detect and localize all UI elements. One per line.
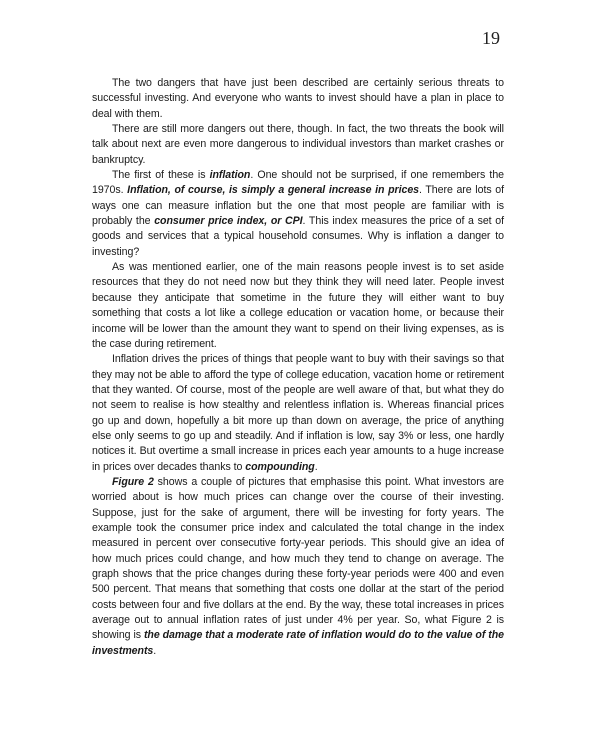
emphasis-text: inflation [209, 169, 251, 182]
paragraph-text: As was mentioned earlier, one of the main reasons people invest is to set aside resources that they do not need now but they think they will need later. People invest because they anticipate that sometime in the future they will either want to buy something that costs a lot like a college education or vacation home, or because their income will be lower than the amount they want to spend on their living expenses, as is the case during retirement. [92, 261, 504, 350]
paragraph-text: shows a couple of pictures that emphasise this point. What investors are worried about is how much prices can change over the course of their investing. Suppose, just for the sake of argument, there will be investing for forty years. The example took the consumer price index and calculated the total change in the index measured in percent over consecutive forty-year periods. This should give an idea of how much prices could change, and how much they tend to change on average. The graph shows that the price changes during these forty-year periods were 400 and even 500 percent. That means that something that costs one dollar at the start of the period costs between four and five dollars at the end. By the way, these total increases in prices average out to annual inflation rates of just under 4% per year. So, what Figure 2 is showing is [92, 475, 505, 642]
emphasis-text: the damage that a moderate rate of inflation would do to the value of the investments [92, 629, 504, 657]
emphasis-text: Figure 2 [112, 475, 154, 488]
emphasis-text: consumer price index, or CPI [154, 215, 303, 228]
paragraph-text: There are still more dangers out there, though. In fact, the two threats the book will talk about next are even more dangerous to individual investors than market crashes or bankruptcy. [92, 123, 504, 166]
paragraph [92, 76, 504, 122]
body-text [92, 76, 504, 659]
emphasis-text: compounding [245, 460, 315, 473]
page-number: 19 [482, 28, 500, 48]
paragraph [92, 122, 504, 168]
paragraph-text: Inflation drives the prices of things that people want to buy with their savings so that they may not be able to afford the type of college education, vacation home or retirement that they wanted. Of course, most of the people are well aware of that, but what they do not seem to realise is how stealthy and relentless inflation is. Whereas financial prices go up and down, hopefully a bit more up than down on average, the price of anything else only seems to go up and steadily. And if inflation is low, say 3% or less, one hardly notices it. But overtime a small increase in prices each year amounts to a huge increase in prices over decades thanks to [92, 353, 504, 473]
paragraph-text: The two dangers that have just been described are certainly serious threats to successful investing. And everyone who wants to invest should have a plan in place to deal with them. [92, 77, 504, 120]
paragraph [92, 168, 504, 260]
paragraph-text: . There are lots of ways one can measure inflation but the one that most people are familiar with is probably the [92, 184, 504, 228]
paragraph [92, 475, 504, 659]
emphasis-text: Inflation, of course, is simply a general increase in prices [127, 184, 420, 197]
paragraph [92, 260, 504, 352]
paragraph-text: . One should not be surprised, if one remembers the 1970s. [92, 169, 504, 197]
paragraph-text: . [153, 644, 157, 657]
paragraph-text: The first of these is [112, 169, 210, 182]
paragraph-text: . [314, 460, 318, 473]
paragraph-text: . This index measures the price of a set of goods and services that a typical household consumes. Why is inflation a danger to investing? [92, 215, 504, 258]
paragraph [92, 352, 504, 475]
